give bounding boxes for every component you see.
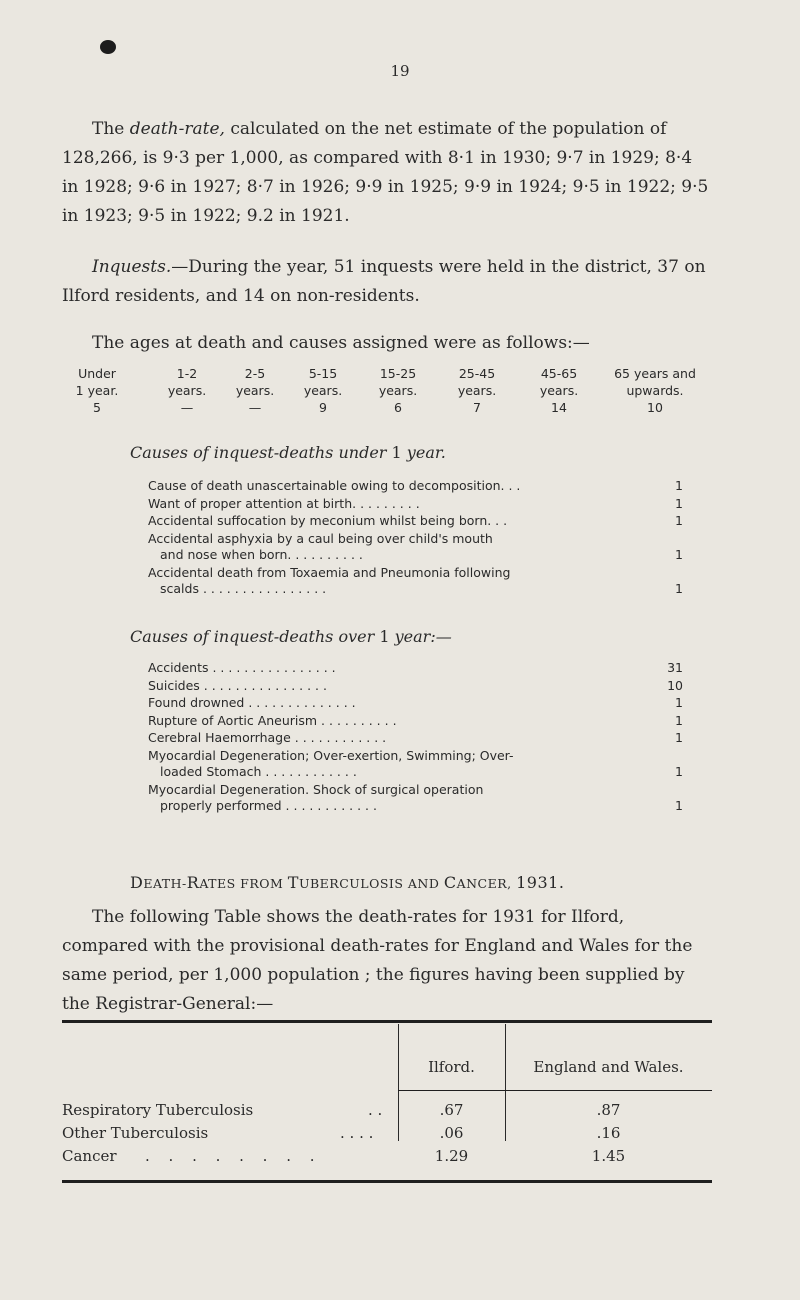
- list-item: [148, 660, 683, 677]
- item-count: 1: [675, 495, 683, 511]
- age-label: Under: [78, 366, 116, 381]
- heading-text: Causes of inquest-deaths under: [130, 443, 392, 462]
- row-label-text: Respiratory Tuberculosis: [62, 1101, 254, 1119]
- table-intro: [62, 903, 712, 1019]
- age-label: years.: [378, 383, 418, 398]
- england-value: .87: [596, 1101, 621, 1119]
- age-count: 6: [394, 400, 402, 415]
- row-label-text: Other Tuberculosis: [62, 1124, 209, 1142]
- item-text-cont: scalds . . . . . . . . . . . . . . . .: [160, 581, 327, 596]
- item-text: Rupture of Aortic Aneurism . . . . . . . . . .: [148, 712, 397, 728]
- row-label: [62, 1147, 117, 1165]
- list-item: [148, 713, 683, 730]
- age-count: 10: [647, 400, 663, 415]
- item-count: 1: [675, 798, 683, 813]
- item-text: Want of proper attention at birth. . . . . . . . .: [148, 495, 420, 511]
- item-text: Cerebral Haemorrhage . . . . . . . . . . . .: [148, 730, 387, 745]
- age-label: 2-5: [244, 366, 266, 381]
- age-col-under-1: [67, 365, 127, 416]
- england-value: 1.45: [591, 1147, 626, 1165]
- age-label: years.: [235, 383, 275, 398]
- row-leader: . .: [368, 1101, 383, 1119]
- heading-sc: EATH-: [143, 876, 187, 891]
- inquests-paragraph: [62, 253, 712, 311]
- table-header-rule: [398, 1090, 712, 1091]
- list-item: [148, 748, 683, 781]
- age-col-45-65: [529, 365, 589, 416]
- item-text: Accidental suffocation by meconium whilst being born. . .: [148, 513, 508, 528]
- age-count: 5: [93, 400, 101, 415]
- age-count: 7: [473, 400, 481, 415]
- inquests-term: Inquests.: [92, 257, 172, 277]
- ilford-value: 1.29: [434, 1147, 469, 1165]
- heading-text: year:—: [389, 627, 452, 646]
- age-col-5-15: [293, 365, 353, 416]
- age-col-15-25: [368, 365, 428, 416]
- age-count: 9: [319, 400, 327, 415]
- row-leader: . . . . . . . .: [145, 1147, 315, 1165]
- age-label: years.: [539, 383, 579, 398]
- heading-cap: D: [130, 873, 144, 892]
- table-intro-text: The following Table shows the death-rates for 1931 for Ilford, compared with the provisional death-rates for England and Wales for the same period, per 1,000 population ; the figures having been supplied by the Registrar-General:—: [62, 907, 693, 1014]
- age-label: years.: [303, 383, 343, 398]
- list-item: [148, 730, 683, 747]
- age-label: 1 year.: [75, 383, 119, 398]
- table-top-rule: [62, 1020, 712, 1023]
- list-item: [148, 565, 683, 598]
- age-label: 5-15: [308, 366, 338, 381]
- age-label: 1-2: [176, 366, 198, 381]
- age-count: —: [248, 400, 262, 415]
- heading-text: Causes of inquest-deaths over: [130, 627, 380, 646]
- item-text: Cause of death unascertainable owing to decomposition. . .: [148, 478, 521, 493]
- heading-text: year.: [401, 443, 446, 462]
- header-england-wales: England and Wales.: [533, 1058, 684, 1076]
- item-text-cont: loaded Stomach . . . . . . . . . . . .: [160, 764, 357, 779]
- age-label: upwards.: [626, 383, 684, 398]
- heading-number: 1: [391, 443, 402, 462]
- heading-year: 1931.: [516, 873, 565, 892]
- page-number: 19: [390, 62, 410, 80]
- list-item: [148, 478, 683, 495]
- list-item: [148, 513, 683, 530]
- england-value: .16: [596, 1124, 621, 1142]
- age-col-25-45: [447, 365, 507, 416]
- under-one-heading: [130, 443, 446, 462]
- under-one-list: [148, 478, 683, 599]
- age-count: 14: [551, 400, 567, 415]
- item-count: 1: [675, 730, 683, 745]
- row-leader: . . . .: [340, 1124, 374, 1142]
- ink-blot: [100, 40, 116, 54]
- item-text: Myocardial Degeneration; Over-exertion, Swimming; Over-: [148, 747, 514, 763]
- heading-sc: ATES FROM: [199, 876, 288, 891]
- heading-cap: R: [186, 873, 200, 892]
- inquests-text: —During the year, 51 inquests were held in the district, 37 on Ilford residents, and 14 on non-residents.: [62, 257, 706, 306]
- death-rate-text: calculated on the net estimate of the population of 128,266, is 9·3 per 1,000, as compared with 8·1 in 1930; 9·7 in 1929; 8·4 in 1928; 9·6 in 1927; 8·7 in 1926; 9·9 in 1925; 9·9 in 1924; 9·5 in 1922; 9·5 in 1923; 9·5 in 1922; 9.2 in 1921.: [62, 119, 709, 226]
- death-rate-term: death-rate,: [129, 119, 225, 139]
- item-text: Myocardial Degeneration. Shock of surgical operation: [148, 781, 484, 797]
- section-heading: [130, 873, 564, 892]
- row-label-text: Cancer: [62, 1147, 117, 1165]
- heading-cap: C: [443, 873, 457, 892]
- heading-sc: ANCER,: [456, 876, 517, 891]
- age-label: 15-25: [379, 366, 417, 381]
- item-count: 1: [675, 581, 683, 596]
- age-label: 25-45: [458, 366, 496, 381]
- row-label: [62, 1101, 253, 1119]
- header-ilford: Ilford.: [428, 1058, 475, 1076]
- item-count: 1: [675, 547, 683, 562]
- list-item: [148, 531, 683, 564]
- ages-intro-text: The ages at death and causes assigned were as follows:—: [92, 333, 590, 353]
- ages-intro: [62, 329, 712, 358]
- item-text: Found drowned . . . . . . . . . . . . . .: [148, 695, 356, 710]
- item-text: Accidental death from Toxaemia and Pneumonia following: [148, 564, 511, 580]
- row-label: [62, 1124, 208, 1142]
- age-label: 45-65: [540, 366, 578, 381]
- item-text: Accidental asphyxia by a caul being over child's mouth: [148, 530, 493, 546]
- list-item: [148, 782, 683, 815]
- item-count: 1: [675, 478, 683, 493]
- age-col-1-2: [157, 365, 217, 416]
- death-rate-paragraph: [62, 115, 712, 231]
- item-count: 10: [667, 677, 683, 693]
- ilford-value: .67: [439, 1101, 464, 1119]
- heading-sc: UBERCULOSIS AND: [298, 876, 444, 891]
- item-count: 1: [675, 695, 683, 710]
- age-col-2-5: [225, 365, 285, 416]
- heading-number: 1: [379, 627, 390, 646]
- age-count: —: [180, 400, 194, 415]
- item-count: 1: [675, 764, 683, 779]
- list-item: [148, 678, 683, 695]
- table-bottom-rule: [62, 1180, 712, 1183]
- age-col-65-plus: [595, 365, 715, 416]
- para-lead: The: [92, 119, 130, 139]
- item-text-cont: properly performed . . . . . . . . . . . .: [160, 798, 377, 813]
- item-count: 31: [667, 660, 683, 675]
- over-one-heading: [130, 627, 452, 646]
- age-label: years.: [167, 383, 207, 398]
- item-text: Accidents . . . . . . . . . . . . . . . .: [148, 660, 336, 675]
- age-label: 65 years and: [614, 366, 696, 381]
- heading-cap: T: [287, 873, 299, 892]
- age-label: years.: [457, 383, 497, 398]
- over-one-list: [148, 660, 683, 816]
- list-item: [148, 496, 683, 513]
- item-text: Suicides . . . . . . . . . . . . . . . .: [148, 677, 327, 693]
- item-count: 1: [675, 513, 683, 528]
- item-count: 1: [675, 712, 683, 728]
- item-text-cont: and nose when born. . . . . . . . . .: [160, 547, 363, 562]
- list-item: [148, 695, 683, 712]
- ilford-value: .06: [439, 1124, 464, 1142]
